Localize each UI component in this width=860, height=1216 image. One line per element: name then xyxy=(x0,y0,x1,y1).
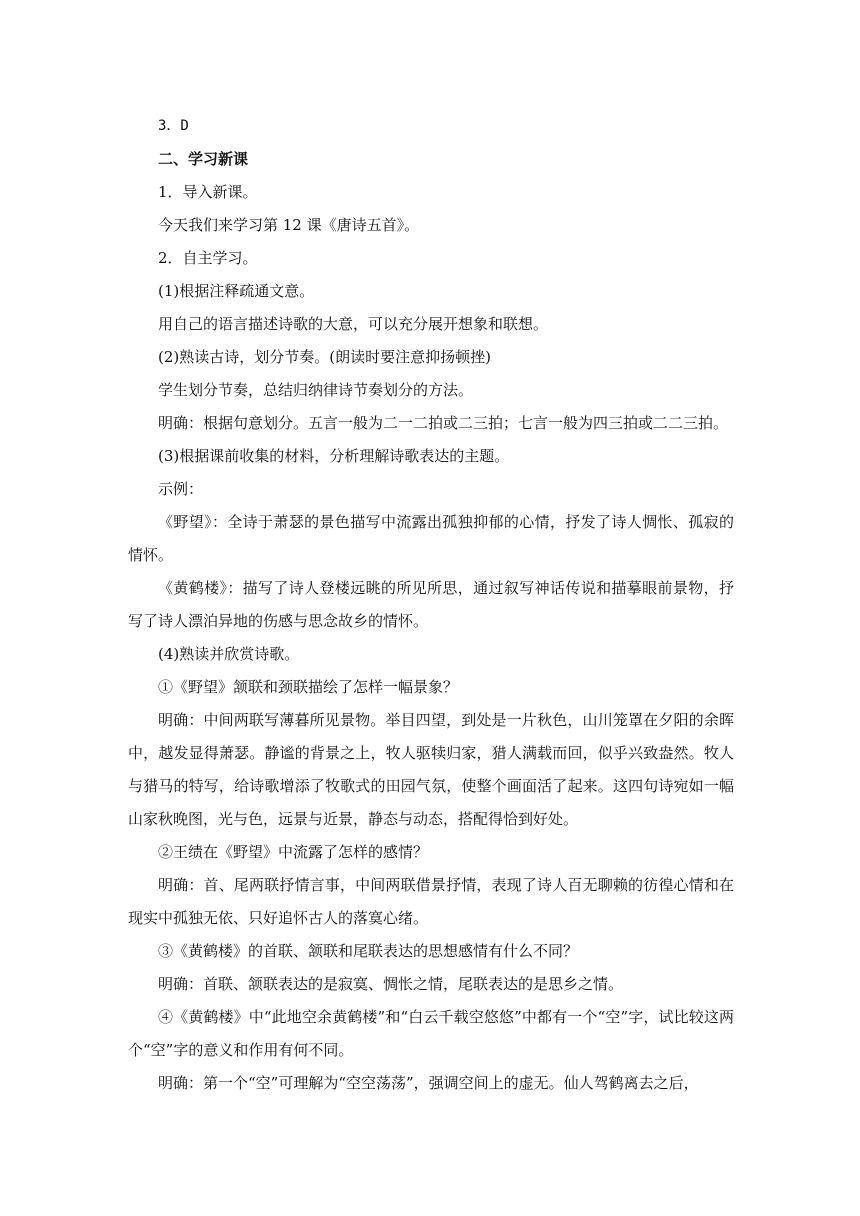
question-3: ③《黄鹤楼》的首联、颔联和尾联表达的思想感情有什么不同？ xyxy=(158,942,579,960)
step-1: 1．导入新课。 xyxy=(158,183,258,201)
intro-text: 今天我们来学习第 12 课《唐诗五首》。 xyxy=(158,216,420,234)
question-1: ①《野望》颔联和颈联描绘了怎样一幅景象？ xyxy=(158,678,459,696)
answer-q3: 明确：首联、颔联表达的是寂寞、惆怅之情，尾联表达的是思乡之情。 xyxy=(158,975,624,993)
document-body xyxy=(128,110,734,1100)
task-2: (2)熟读古诗，划分节奏。(朗读时要注意抑扬顿挫) xyxy=(158,348,491,366)
answer-q2: 明确：首、尾两联抒情言事，中间两联借景抒情，表现了诗人百无聊赖的彷徨心情和在现实中孤独无依、只好追怀古人的落寞心绪。 xyxy=(128,876,734,927)
task-3: (3)根据课前收集的材料，分析理解诗歌表达的主题。 xyxy=(158,447,510,465)
answer-3: 3．D xyxy=(158,118,189,134)
task-2-desc: 学生划分节奏，总结归纳律诗节奏划分的方法。 xyxy=(158,381,474,399)
task-4: (4)熟读并欣赏诗歌。 xyxy=(158,645,300,663)
answer-q4: 明确：第一个“空”可理解为“空空荡荡”，强调空间上的虚无。仙人驾鹤离去之后， xyxy=(158,1074,699,1092)
answer-q1: 明确：中间两联写薄暮所见景物。举目四望，到处是一片秋色，山川笼罩在夕阳的余晖中，越发显得萧瑟。静谧的背景之上，牧人驱犊归家，猎人满载而回，似乎兴致盎然。牧人与猎马的特写，给诗歌增添了牧歌式的田园气氛，使整个画面活了起来。这四句诗宛如一幅山家秋晚图，光与色，远景与近景，静态与动态，搭配得恰到好处。 xyxy=(128,711,734,828)
task-1-desc: 用自己的语言描述诗歌的大意，可以充分展开想象和联想。 xyxy=(158,315,549,333)
example-yewang: 《野望》：全诗于萧瑟的景色描写中流露出孤独抑郁的心情，抒发了诗人惆怅、孤寂的情怀。 xyxy=(128,513,734,564)
step-2: 2．自主学习。 xyxy=(158,249,258,267)
task-1: (1)根据注释疏通文意。 xyxy=(158,282,315,300)
section-heading: 二、学习新课 xyxy=(158,150,249,168)
question-2: ②王绩在《野望》中流露了怎样的感情？ xyxy=(158,843,429,861)
task-2-answer: 明确：根据句意划分。五言一般为二一二拍或二三拍；七言一般为四三拍或二二三拍。 xyxy=(158,414,729,432)
question-4: ④《黄鹤楼》中“此地空余黄鹤楼”和“白云千载空悠悠”中都有一个“空”字，试比较这两个“空”字的意义和作用有何不同。 xyxy=(128,1008,734,1059)
example-label: 示例： xyxy=(158,480,204,498)
example-huanghelou: 《黄鹤楼》：描写了诗人登楼远眺的所见所思，通过叙写神话传说和描摹眼前景物，抒写了诗人漂泊异地的伤感与思念故乡的情怀。 xyxy=(128,579,734,630)
